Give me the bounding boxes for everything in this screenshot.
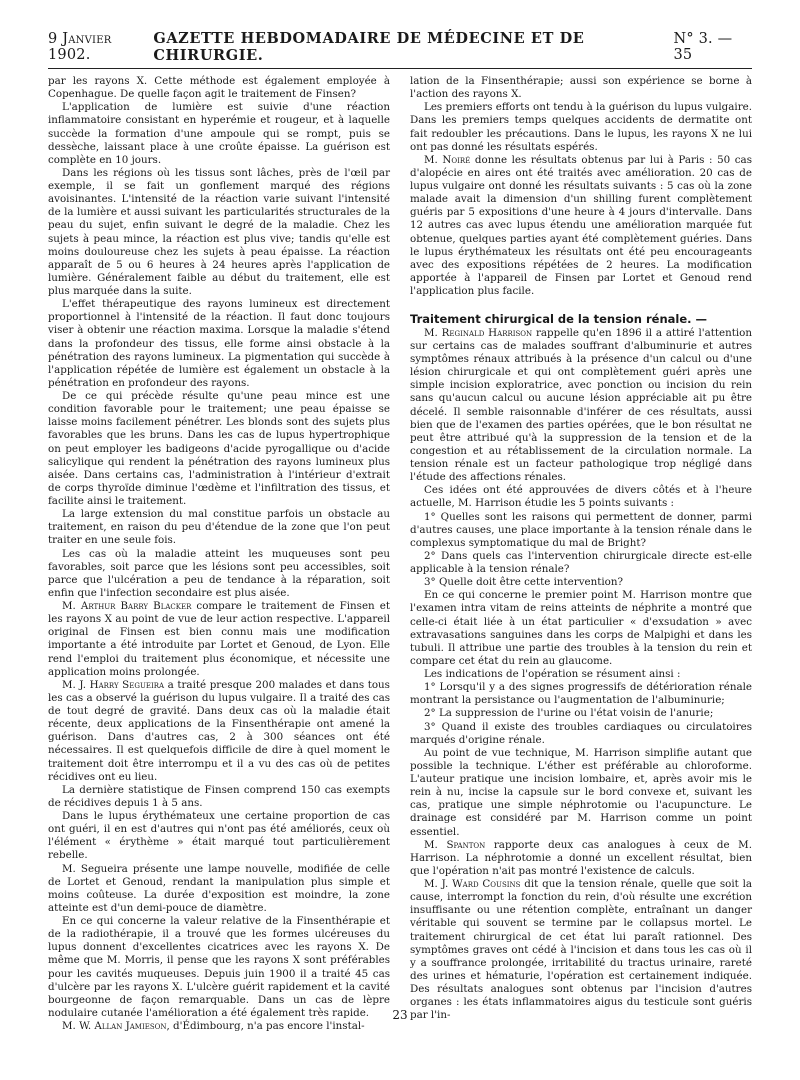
paragraph: Au point de vue technique, M. Harrison simplifie autant que possible la technique. L'éther est préférable au chloroforme. L'auteur pratique une incision lombaire, et, après avoir mis le rein à nu, incise la capsule sur le bord convexe et, suivant les cas, pratique une simple néphrotomie ou l'acupuncture. Le drainage est considéré par M. Harrison comme un point essentiel. bbox=[410, 746, 752, 838]
paragraph: Dans les régions où les tissus sont lâches, près de l'œil par exemple, il se fait un gonflement marqué des régions avoisinantes. L'intensité de la réaction varie suivant l'intensité de la lumière et aussi suivant les particularités structurales de la peau du sujet, enfin suivant le degré de la maladie. Chez les sujets à peau mince, la réaction est plus vive; tandis qu'elle est moins douloureuse chez les sujets à peau épaisse. La réaction apparaît de 5 ou 6 heures à 24 heures après l'application de lumière. Généralement faible au début du traitement, elle est plus marquée dans la suite. bbox=[48, 166, 390, 297]
text: M. J. bbox=[424, 878, 453, 891]
paragraph: 3° Quand il existe des troubles cardiaques ou circulatoires marqués d'origine rénale. bbox=[410, 720, 752, 746]
text: M. W. bbox=[62, 1020, 95, 1032]
text: M. bbox=[424, 326, 442, 339]
paragraph: En ce qui concerne le premier point M. Harrison montre que l'examen intra vitam de reins atteints de néphrite a montré que celle-ci était liée à un état particulier « d'exsudation » avec extravasations sanguines dans les corps de Malpighi et dans les tubuli. Il attribue une partie des troubles à la tension du rein et compare cet état du rein au glaucome. bbox=[410, 589, 752, 667]
paragraph: M. Segueira présente une lampe nouvelle, modifiée de celle de Lortet et Genoud, rendant la manipulation plus simple et moins coûteuse. La durée d'exposition est moindre, la zone atteinte est d'un demi-pouce de diamètre. bbox=[48, 862, 390, 914]
text: M. J. bbox=[62, 678, 90, 691]
section-heading: Traitement chirurgical de la tension rénale. — bbox=[410, 312, 708, 327]
issue-number: N° 3. — 35 bbox=[673, 31, 733, 63]
author-name: Ward Cousins bbox=[452, 878, 521, 891]
text: dit que la tension rénale, quelle que soit la cause, interrompt la fonction du rein, d'où résulte une excrétion insuffisante ou une rétention complète, entraînant un danger véritable qui souvent se termine par le collapsus mortel. Le traitement chirurgical de cet état lui paraît rationnel. Des symptômes graves ont cédé à l'incision et dans tous les cas où il y a souffrance prolongée, irritabilité du tractus urinaire, rareté des urines et hématurie, l'opération est certainement indiquée. Des résultats analogues sont obtenus par l'incision d'autres organes : les états inflammatoires aigus du testicule sont guéris par l'in- bbox=[410, 878, 753, 1022]
author-name: Harry Segueira bbox=[89, 678, 165, 691]
text: compare le traitement de Finsen et les rayons X au point de vue de leur action respective. L'appareil original de Finsen est bien connu mais une modification importante a été introduite par Lortet et Genoud, de Lyon. Elle rend l'emploi du traitement plus économique, et nécessite une application moins prolongée. bbox=[48, 600, 390, 678]
paragraph: lation de la Finsenthérapie; aussi son expérience se borne à l'action des rayons X. bbox=[410, 75, 752, 101]
paragraph: Les cas où la maladie atteint les muqueuses sont peu favorables, soit parce que les lésions sont peu accessibles, soit parce que l'ulcération a peu de tendance à la réparation, soit enfin que l'infection secondaire est plus aisée. bbox=[48, 547, 390, 599]
text: , d'Édimbourg, n'a pas encore l'instal- bbox=[166, 1020, 365, 1032]
paragraph: La dernière statistique de Finsen comprend 150 cas exempts de récidives depuis 1 à 5 ans. bbox=[48, 783, 390, 809]
paragraph bbox=[410, 839, 752, 878]
paragraph: 2° La suppression de l'urine ou l'état voisin de l'anurie; bbox=[424, 707, 714, 720]
text: rappelle qu'en 1896 il a attiré l'attention sur certains cas de malades souffrant d'albuminurie et autres symptômes rénaux attribués à la présence d'un calcul ou d'une lésion chirurgicale et qui ont complètement guéri après une simple incision exploratrice, avec ponction ou incision du rein sans qu'aucun calcul ou aucune lésion appréciable ait pu être décelé. Il semble raisonnable d'inférer de ces résultats, aussi bien que de l'examen des parties opérées, que le bon résultat ne peut être attribué qu'à la suppression de la tension et de la congestion et au rétablissement de la circulation normale. La tension rénale est un facteur pathologique trop négligé dans l'étude des affections rénales. bbox=[410, 326, 752, 484]
right-column bbox=[410, 75, 752, 1033]
text: M. bbox=[424, 153, 443, 166]
paragraph: 1° Lorsqu'il y a des signes progressifs de détérioration rénale montrant la persistance ou l'augmentation de l'albuminurie; bbox=[410, 681, 752, 707]
paragraph: 3° Quelle doit être cette intervention? bbox=[424, 576, 624, 589]
author-name: Allan Jamieson bbox=[94, 1020, 167, 1032]
author-name: Arthur Barry Blacker bbox=[80, 600, 192, 612]
paragraph bbox=[48, 679, 390, 784]
text: rapporte deux cas analogues à ceux de M. Harrison. La néphrotomie a donné un excellent résultat, bien que l'opération n'ait pas montré l'existence de calculs. bbox=[410, 838, 752, 877]
paragraph: L'effet thérapeutique des rayons lumineux est directement proportionnel à l'intensité de la réaction. Il faut donc toujours viser à obtenir une réaction maxima. Lorsque la maladie s'étend dans la profondeur des tissus, elle forme ainsi obstacle à la pénétration des rayons lumineux. La pigmentation qui succède à l'application répétée de lumière est également un obstacle à la pénétration en profondeur des rayons. bbox=[48, 298, 390, 389]
paragraph: Les premiers efforts ont tendu à la guérison du lupus vulgaire. Dans les premiers temps quelques accidents de dermatite ont fait redoubler les précautions. Dans le lupus, les rayons X ne lui ont pas donné les résultats espérés. bbox=[410, 101, 752, 153]
paragraph: La large extension du mal constitue parfois un obstacle au traitement, en raison du peu d'étendue de la zone que l'on peut traiter en une seule fois. bbox=[48, 508, 390, 547]
text: M. bbox=[424, 838, 447, 851]
text: M. bbox=[62, 600, 81, 612]
text-columns bbox=[48, 75, 752, 1033]
text: donne les résultats obtenus par lui à Paris : 50 cas d'alopécie en aires ont été traités avec amélioration. 20 cas de lupus vulgaire ont donné les résultats suivants : 5 cas où la zone malade avait la dimension d'un shilling furent complètement guéris par 5 expositions d'une heure à 4 jours d'intervalle. Dans 12 autres cas avec lupus étendu une amélioration marquée fut obtenue, quelques parties ayant été complètement guéries. Dans le lupus érythémateux les résultats ont été peu encourageants avec des expositions répétées de 2 heures. La modification apportée à l'appareil de Finsen par Lortet et Genoud rend l'application plus facile. bbox=[410, 153, 752, 297]
paragraph: 1° Quelles sont les raisons qui permettent de donner, parmi d'autres causes, une place importante à la tension rénale dans le complexus symptomatique du mal de Bright? bbox=[410, 510, 752, 549]
paragraph bbox=[410, 878, 752, 1022]
paragraph: En ce qui concerne la valeur relative de la Finsenthérapie et de la radiothérapie, il a trouvé que les formes ulcéreuses du lupus donnent d'excellentes cicatrices avec les rayons X. De même que M. Morris, il pense que les rayons X sont préférables pour les cavités muqueuses. Depuis juin 1900 il a traité 45 cas d'ulcère par les rayons X. L'ulcère guérit rapidement et la cavité bourgeonne de façon remarquable. Dans un cas de lèpre nodulaire cutanée l'amélioration a été également très rapide. bbox=[48, 915, 390, 1019]
paragraph: L'application de lumière est suivie d'une réaction inflammatoire consistant en hyperémie et rougeur, et à laquelle succède la formation d'une ampoule qui se rompt, puis se dessèche, laissant place à une croûte épaisse. La guérison est complète en 10 jours. bbox=[48, 101, 390, 166]
author-name: Noiré bbox=[442, 153, 471, 166]
header-date: 9 Janvier 1902. bbox=[48, 31, 112, 63]
journal-title: GAZETTE HEBDOMADAIRE DE MÉDECINE ET DE CHIRURGIE. bbox=[153, 30, 585, 64]
paragraph bbox=[410, 327, 752, 485]
paragraph: par les rayons X. Cette méthode est également employée à Copenhague. De quelle façon agit le traitement de Finsen? bbox=[48, 75, 390, 101]
paragraph: 2° Dans quels cas l'intervention chirurgicale directe est-elle applicable à la tension rénale? bbox=[410, 549, 752, 576]
paragraph: Ces idées ont été approuvées de divers côtés et à l'heure actuelle, M. Harrison étudie les 5 points suivants : bbox=[410, 484, 752, 510]
left-column bbox=[48, 75, 390, 1033]
author-name: Spanton bbox=[446, 838, 486, 851]
paragraph bbox=[410, 154, 752, 298]
paragraph bbox=[48, 600, 390, 679]
text: a traité presque 200 malades et dans tous les cas a observé la guérison du lupus vulgaire. Il a traité des cas de tout degré de gravité. Dans deux cas où la maladie était récente, deux applications de la Finsenthérapie ont amené la guérison. Dans d'autres cas, 2 à 300 séances ont été nécessaires. Il est quelquefois difficile de dire à quel moment le traitement doit être interrompu et il a vu des cas où de petites récidives ont eu lieu. bbox=[48, 678, 390, 783]
running-header bbox=[48, 30, 752, 69]
author-name: Reginald Harrison bbox=[441, 326, 533, 339]
paragraph: Dans le lupus érythémateux une certaine proportion de cas ont guéri, il en est d'autres qui n'ont pas été améliorés, ceux où l'élément « érythème » était marqué tout particulièrement rebelle. bbox=[48, 810, 390, 862]
page-number: 23 bbox=[392, 1008, 408, 1022]
paragraph: Les indications de l'opération se résument ainsi : bbox=[424, 668, 681, 681]
paragraph: De ce qui précède résulte qu'une peau mince est une condition favorable pour le traitement; une peau épaisse se laisse moins facilement pénétrer. Les blonds sont des sujets plus favorables que les bruns. Dans les cas de lupus hypertrophique on peut employer les badigeons d'acide pyrogallique ou d'acide salicylique qui rendent la pénétration des rayons lumineux plus aisée. Dans certains cas, l'administration à l'intérieur d'extrait de corps thyroïde diminue l'œdème et l'infiltration des tissus, et facilite ainsi le traitement. bbox=[48, 390, 390, 507]
